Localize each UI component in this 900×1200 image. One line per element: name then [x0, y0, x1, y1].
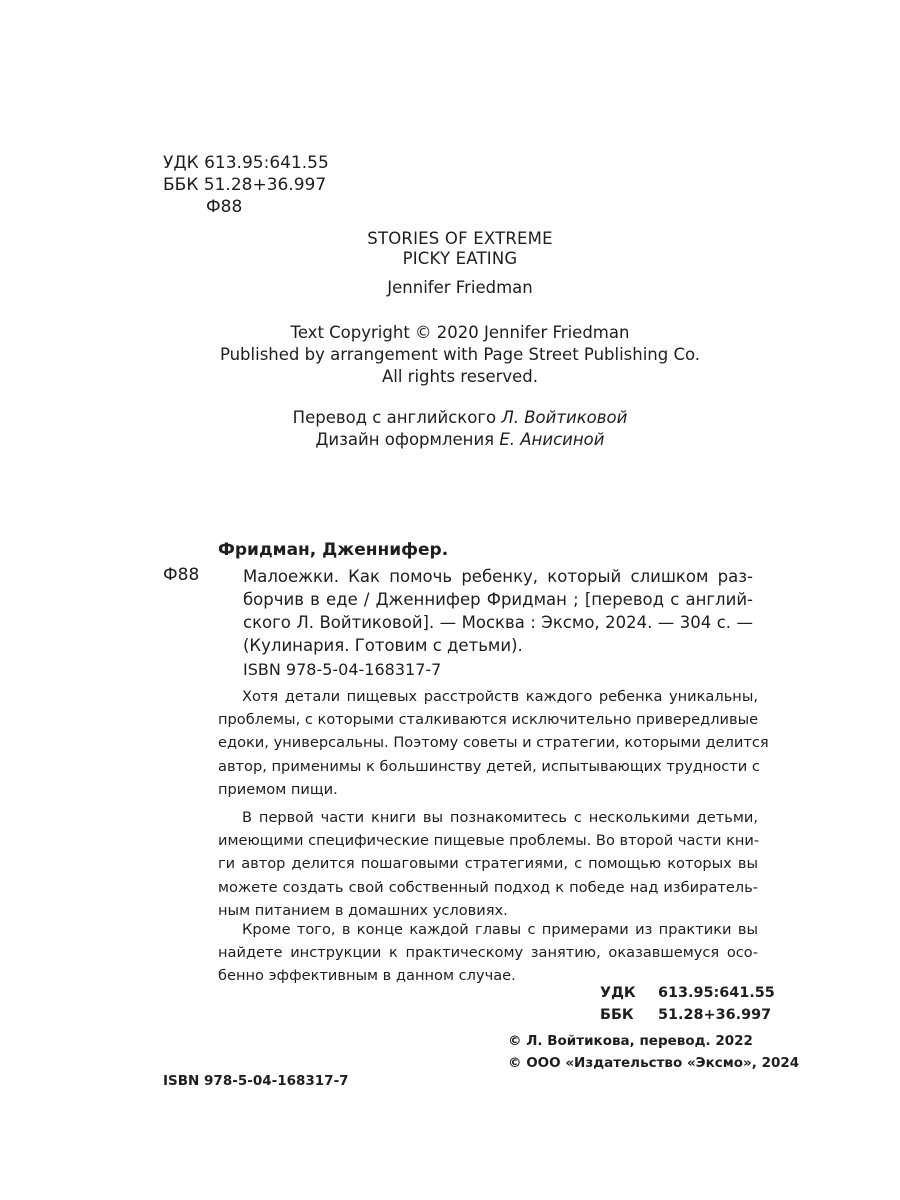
- annotation-line: можете создать свой собственный подход к победе над избиратель-: [218, 878, 758, 896]
- designer-name: Е. Анисиной: [499, 430, 605, 449]
- design-label: Дизайн оформления: [315, 430, 500, 449]
- catalog-desc-line: ского Л. Войтиковой]. — Москва : Эксмо, 2024. — 304 с. —: [243, 613, 753, 632]
- catalog-desc-line: (Кулинария. Готовим с детьми).: [243, 636, 523, 655]
- annotation-paragraph-3: [218, 918, 758, 988]
- footer-copyrights: [508, 1030, 799, 1074]
- bbk-bottom-label: ББК: [600, 1007, 634, 1023]
- catalog-author-heading: Фридман, Дженнифер.: [218, 540, 449, 560]
- udk-code: УДК 613.95:641.55: [163, 153, 329, 173]
- annotation-line: автор, применимы к большинству детей, испытывающих трудности с: [218, 757, 760, 775]
- copyright-line3: All rights reserved.: [381, 367, 539, 386]
- udk-bottom-row: [600, 982, 775, 1004]
- annotation-line: проблемы, с которыми сталкиваются исключительно привередливые: [218, 711, 759, 729]
- classification-bottom: [600, 982, 775, 1026]
- credits: [150, 407, 770, 451]
- original-title-line2: PICKY EATING: [402, 249, 518, 268]
- translation-label: Перевод с английского: [292, 408, 502, 427]
- annotation-line: В первой части книги вы познакомитесь с несколькими детьми,: [242, 809, 758, 826]
- catalog-author-mark: Ф88: [163, 565, 200, 585]
- annotation-line: едоки, универсальны. Поэтому советы и стратегии, которыми делится: [218, 734, 769, 752]
- catalog-desc-line: Малоежки. Как помочь ребенку, который слишком раз-: [243, 567, 753, 586]
- design-credit: [150, 429, 770, 451]
- original-author: Jennifer Friedman: [387, 278, 533, 297]
- original-title: [150, 229, 770, 269]
- catalog-description: [243, 565, 753, 657]
- annotation-line: найдете инструкции к практическому занятию, оказавшемуся осо-: [218, 944, 758, 962]
- annotation-line: ным питанием в домашних условиях.: [218, 901, 508, 919]
- copyright-line1: Text Copyright © 2020 Jennifer Friedman: [290, 323, 630, 342]
- annotation-line: ги автор делится пошаговыми стратегиями, с помощью которых вы: [218, 855, 758, 873]
- udk-bottom-label: УДК: [600, 985, 636, 1001]
- copyright-line2: Published by arrangement with Page Street Publishing Co.: [219, 345, 701, 364]
- annotation-line: имеющими специфические пищевые проблемы. Во второй части кни-: [218, 832, 760, 850]
- udk-bottom-value: 613.95:641.55: [658, 985, 775, 1001]
- translation-credit: [150, 407, 770, 429]
- footer-isbn: ISBN 978-5-04-168317-7: [163, 1073, 349, 1089]
- classification-top: [163, 152, 329, 218]
- bbk-code: ББК 51.28+36.997: [163, 175, 327, 195]
- bbk-bottom-row: [600, 1004, 775, 1026]
- copyright-publisher: © ООО «Издательство «Эксмо», 2024: [508, 1055, 800, 1071]
- annotation-line: Кроме того, в конце каждой главы с примерами из практики вы: [242, 921, 758, 938]
- annotation-paragraph-1: [218, 685, 769, 801]
- translator-name: Л. Войтиковой: [501, 408, 628, 427]
- annotation-line: бенно эффективным в данном случае.: [218, 967, 516, 985]
- original-title-line1: STORIES OF EXTREME: [367, 229, 553, 248]
- catalog-desc-line: борчив в еде / Дженнифер Фридман ; [перевод с англий-: [243, 590, 753, 609]
- author-mark: Ф88: [206, 197, 243, 217]
- catalog-isbn: ISBN 978-5-04-168317-7: [243, 660, 442, 679]
- annotation-paragraph-2: [218, 806, 758, 922]
- original-copyright: [150, 322, 770, 388]
- copyright-translation: © Л. Войтикова, перевод. 2022: [508, 1033, 753, 1049]
- annotation-line: Хотя детали пищевых расстройств каждого ребенка уникальны,: [242, 688, 758, 705]
- bbk-bottom-value: 51.28+36.997: [658, 1007, 772, 1023]
- annotation-line: приемом пищи.: [218, 780, 338, 798]
